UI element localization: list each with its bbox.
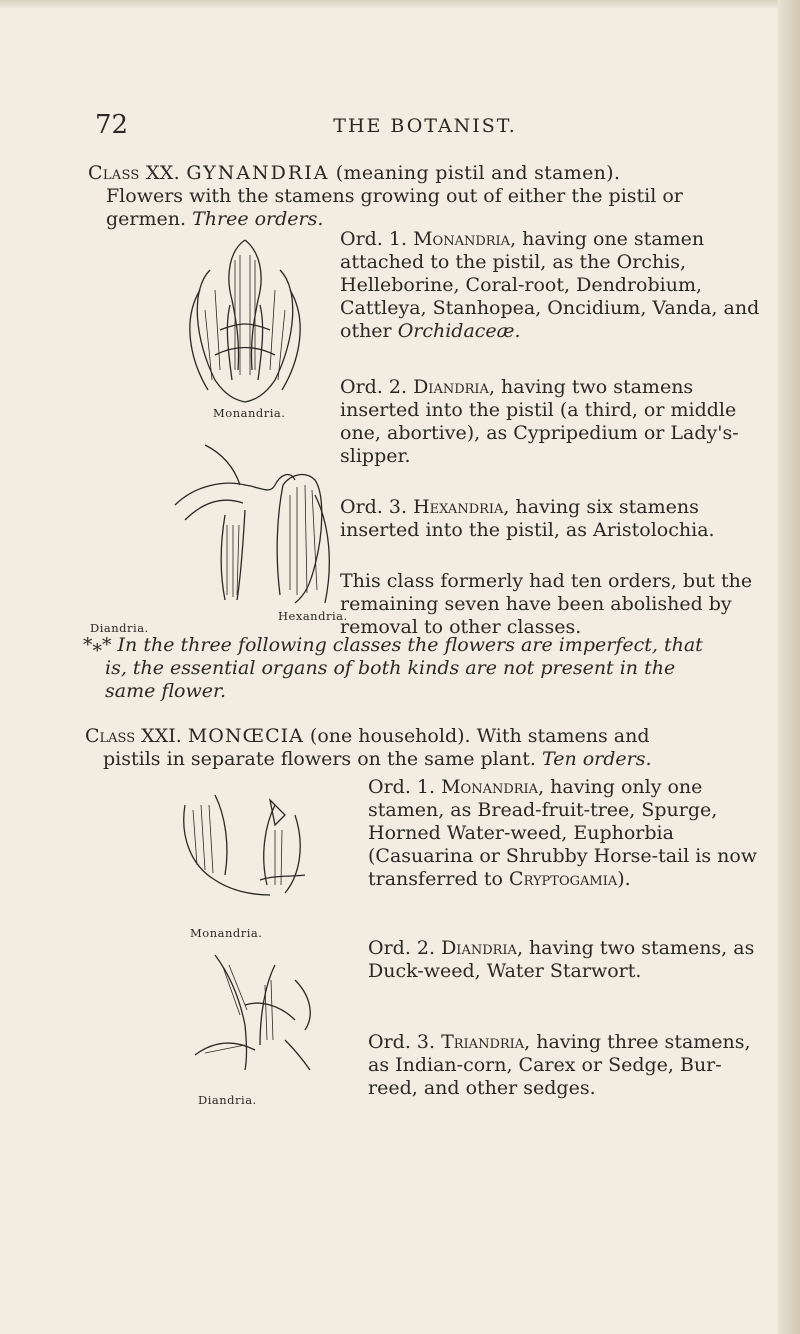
page-top-shadow bbox=[0, 0, 800, 10]
caption-monandria: Monandria. bbox=[213, 406, 286, 420]
page-title: THE BOTANIST. bbox=[333, 115, 517, 137]
page-edge bbox=[778, 0, 800, 1334]
class20-desc-line1: Flowers with the stamens growing out of either the pistil or bbox=[106, 185, 683, 207]
running-head bbox=[95, 110, 755, 150]
class21-heading bbox=[85, 725, 775, 771]
footnote-mark: *⁎* bbox=[83, 634, 112, 656]
class21-order1 bbox=[368, 776, 763, 891]
class20-label: Class XX. bbox=[88, 162, 180, 184]
class21-order3 bbox=[368, 1031, 763, 1100]
class21-desc: pistils in separate flowers on the same plant. bbox=[103, 748, 536, 770]
c21-order2-name: Diandria, bbox=[441, 937, 523, 959]
order3-text: having six stamens inserted into the pistil, as Aristolochia. bbox=[340, 496, 715, 541]
footnote-line3: same flower. bbox=[105, 680, 227, 702]
c21-order3-number: Ord. 3. bbox=[368, 1031, 436, 1053]
class21-order2 bbox=[368, 937, 763, 983]
monoecia-diandria-illustration bbox=[185, 945, 325, 1075]
caption-hexandria: Hexandria. bbox=[278, 609, 348, 623]
class21-name: MONŒCIA bbox=[187, 725, 304, 747]
caption-monoecia-diandria: Diandria. bbox=[198, 1093, 257, 1107]
gynandria-monandria-illustration bbox=[170, 230, 320, 410]
order2-number: Ord. 2. bbox=[340, 376, 408, 398]
footnote bbox=[83, 634, 773, 703]
footnote-line1: In the three following classes the flowers are imperfect, that bbox=[117, 634, 703, 656]
class20-note: This class formerly had ten orders, but the remaining seven have been abolished by removal to other classes. bbox=[340, 570, 753, 638]
order1-text: having one stamen attached to the pistil, as the Orchis, Helleborine, Coral-root, Dendrobium, Cattleya, Stanhopea, Oncidium, Vanda, and other bbox=[340, 228, 760, 342]
c21-order1-text: having only one stamen, as Bread-fruit-tree, Spurge, Horned Water-weed, Euphorbia (Casuarina or Shrubby Horse-tail is now transferred to bbox=[368, 776, 758, 890]
order1-number: Ord. 1. bbox=[340, 228, 408, 250]
class21-label: Class XXI. bbox=[85, 725, 182, 747]
c21-order1-caps-tail: Cryptogamia). bbox=[509, 868, 631, 890]
order2-text: having two stamens inserted into the pistil (a third, or middle one, abortive), as Cypripedium or Lady's-slipper. bbox=[340, 376, 739, 467]
class20-name: GYNANDRIA bbox=[186, 162, 330, 184]
page-number: 72 bbox=[95, 110, 129, 140]
monoecia-monandria-illustration bbox=[175, 785, 315, 905]
class20-heading bbox=[88, 162, 778, 231]
class20-order1 bbox=[340, 228, 760, 343]
footnote-line2: is, the essential organs of both kinds are not present in the bbox=[105, 657, 676, 679]
class20-order3 bbox=[340, 496, 760, 542]
c21-order3-text: having three stamens, as Indian-corn, Carex or Sedge, Bur-reed, and other sedges. bbox=[368, 1031, 751, 1099]
order2-name: Diandria, bbox=[413, 376, 495, 398]
c21-order2-number: Ord. 2. bbox=[368, 937, 436, 959]
class21-orders: Ten orders. bbox=[542, 748, 652, 770]
order1-name: Monandria, bbox=[413, 228, 517, 250]
c21-order1-number: Ord. 1. bbox=[368, 776, 436, 798]
order3-number: Ord. 3. bbox=[340, 496, 408, 518]
class21-meaning: (one household). With stamens and bbox=[309, 725, 650, 747]
c21-order1-name: Monandria, bbox=[441, 776, 545, 798]
class20-meaning: (meaning pistil and stamen). bbox=[335, 162, 621, 184]
caption-monoecia-monandria: Monandria. bbox=[190, 926, 263, 940]
order1-italic-tail: Orchidaceæ. bbox=[397, 320, 521, 342]
class20-order2 bbox=[340, 376, 760, 468]
class20-orders: Three orders. bbox=[192, 208, 324, 230]
c21-order2-text: having two stamens, as Duck-weed, Water Starwort. bbox=[368, 937, 755, 982]
caption-diandria: Diandria. bbox=[90, 621, 149, 635]
c21-order3-name: Triandria, bbox=[441, 1031, 531, 1053]
class20-desc-germen: germen. bbox=[106, 208, 187, 230]
order3-name: Hexandria, bbox=[413, 496, 510, 518]
gynandria-diandria-hexandria-illustration bbox=[165, 425, 345, 605]
